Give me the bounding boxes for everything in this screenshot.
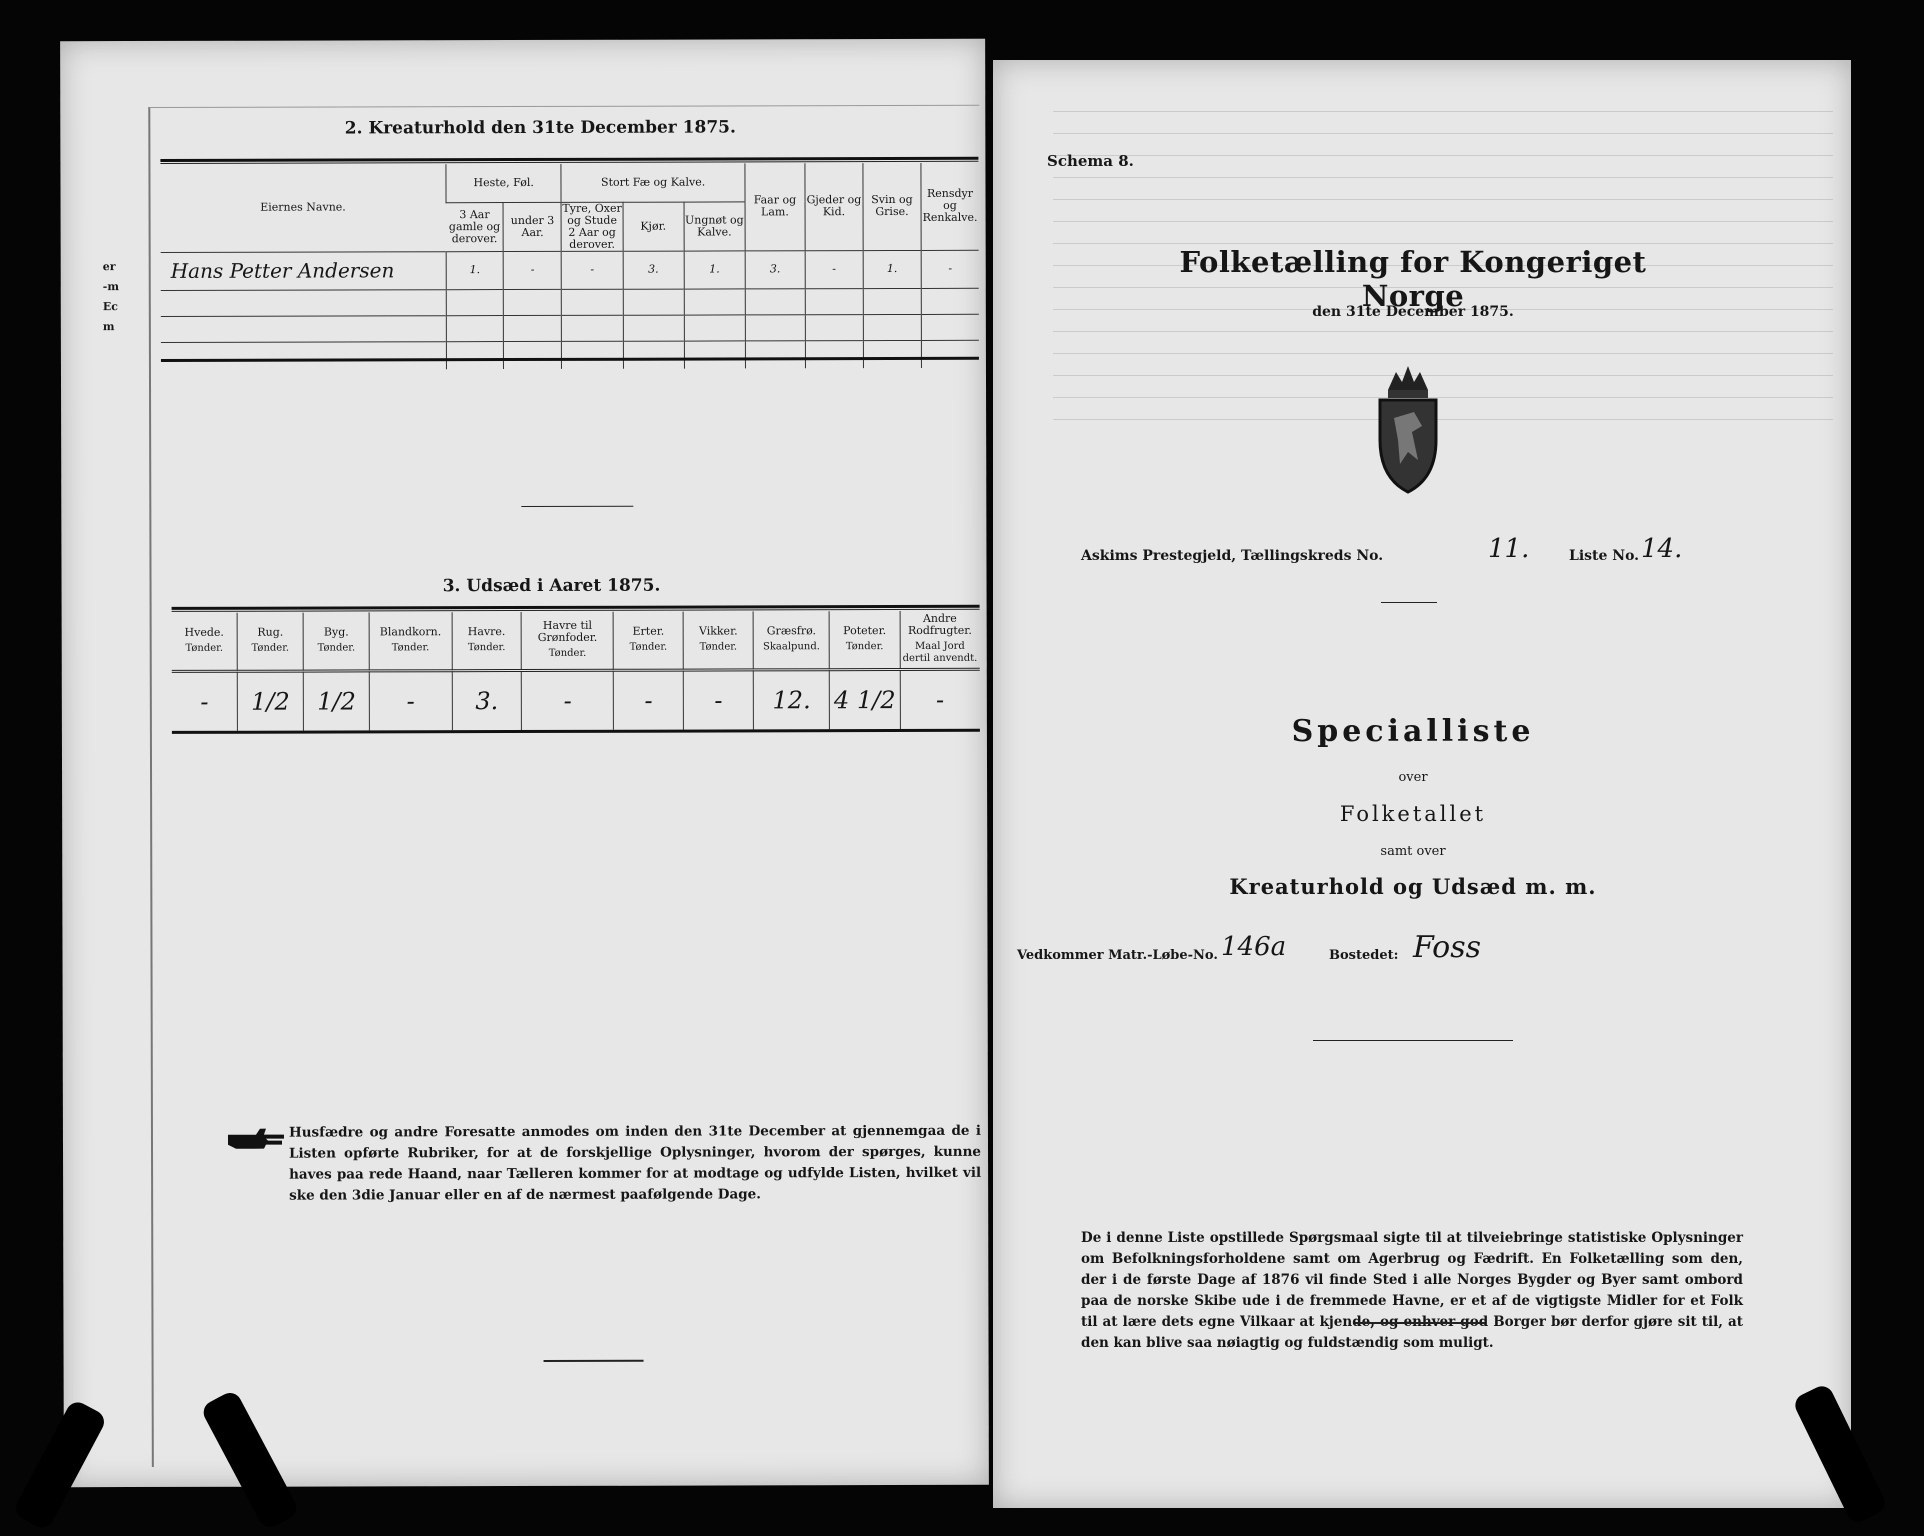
udsaed-header-top: Havre til Grønfoder. xyxy=(537,619,598,645)
udsaed-header xyxy=(613,612,683,670)
over-1: over xyxy=(1398,770,1428,785)
udsaed-value: - xyxy=(522,670,614,730)
table-row xyxy=(161,288,979,316)
rensdyr-value: - xyxy=(921,250,979,288)
margin-letter: -m xyxy=(102,280,119,294)
prestegjeld-line xyxy=(1081,548,1501,564)
udsaed-header-unit: Tønder. xyxy=(317,642,356,654)
stort-fae-header: Stort Fæ og Kalve. xyxy=(561,163,744,201)
udsaed-header-unit: Tønder. xyxy=(629,641,668,653)
section2-title: 2. Kreaturhold den 31te December 1875. xyxy=(344,117,736,139)
gjeder-header: Gjeder og Kid. xyxy=(805,163,863,250)
section3-title: 3. Udsæd i Aaret 1875. xyxy=(442,575,661,597)
kreaturhold-table xyxy=(160,163,979,370)
udsaed-header xyxy=(237,613,303,671)
coat-of-arms-icon xyxy=(1368,360,1448,500)
udsaed-header-unit: Tønder. xyxy=(251,642,290,654)
udsaed-header-top: Havre. xyxy=(467,625,506,639)
udsaed-header-top: Rug. xyxy=(257,625,284,639)
heste-3aar-value: 1. xyxy=(446,251,504,289)
udsaed-header xyxy=(830,611,900,669)
heste-header: Heste, Føl. xyxy=(446,164,562,202)
udsaed-value: - xyxy=(900,669,980,729)
census-date: den 31te December 1875. xyxy=(1312,304,1514,320)
udsaed-header-top: Hvede. xyxy=(184,626,224,640)
margin-letters xyxy=(103,257,119,337)
udsaed-value: 4 1/2 xyxy=(830,669,900,729)
tyre-value: - xyxy=(562,251,623,289)
matr-no: 146a xyxy=(1221,932,1287,962)
udsaed-header xyxy=(303,612,369,670)
divider xyxy=(1381,602,1437,603)
udsaed-value: - xyxy=(369,670,451,730)
right-page xyxy=(993,60,1851,1508)
udsaed-value: - xyxy=(683,669,753,729)
udsaed-value: 1/2 xyxy=(303,670,369,730)
udsaed-header-unit: Tønder. xyxy=(185,643,224,655)
heste-sub-1: 3 Aar gamle og derover. xyxy=(448,207,501,245)
udsaed-value: 12. xyxy=(753,669,830,729)
udsaed-header-unit: Skaalpund. xyxy=(762,641,820,653)
heste-under3-value: - xyxy=(504,251,562,289)
explanation-paragraph: De i denne Liste opstillede Spørgsmaal sigte til at tilveiebringe statistiske Oplysninger om Befolkningsforholdene samt om Agerbrug og Fædrift. En Folketælling som den, der i de første Dage af 1876 vil finde Sted i alle Norges Bygder og Byer samt ombord paa de norske Skibe ude i de fremmede Havne, er et af de vigtigste Midler for et Folk til at lære dets egne Vilkaar at kjende, og enhver god Borger bør derfor gjøre sit til, at den kan blive saa nøiagtig og fuldstændig som muligt. xyxy=(1081,1230,1743,1351)
udsaed-header-unit: Maal Jord dertil anvendt. xyxy=(902,641,978,665)
udsaed-header xyxy=(753,611,829,669)
folketallet: Folketallet xyxy=(1339,802,1487,826)
margin-letter: Ec xyxy=(102,300,118,314)
stort-sub-1: Tyre, Oxer og Stude 2 Aar og derover. xyxy=(562,201,622,251)
svin-header: Svin og Grise. xyxy=(863,163,921,250)
table-row xyxy=(161,340,979,370)
svin-value: 1. xyxy=(863,250,921,288)
pointing-hand-icon xyxy=(226,1127,288,1153)
margin-letter: m xyxy=(102,320,115,334)
bostedet-value: Foss xyxy=(1413,930,1482,965)
faar-value: 3. xyxy=(745,250,805,288)
table-row xyxy=(172,669,980,731)
divider xyxy=(544,1360,644,1362)
ungnot-value: 1. xyxy=(684,250,745,288)
matr-label: Vedkommer Matr.-Løbe-No. xyxy=(1017,948,1218,963)
gjeder-value: - xyxy=(805,250,863,288)
eiernes-navne-header: Eiernes Navne. xyxy=(260,200,346,214)
udsaed-header xyxy=(369,612,451,670)
specialliste-title: Specialliste xyxy=(1291,714,1535,749)
samt-over: samt over xyxy=(1380,844,1446,859)
prestegjeld-print: Prestegjeld, Tællingskreds No. xyxy=(1142,548,1384,564)
udsaed-header xyxy=(900,611,980,669)
instruction-note: Husfædre og andre Foresatte anmodes om inden den 31te December at gjennemgaa de i Listen opførte Rubriker, for at de forskjellige Oplysninger, hvorom der spørges, kunne haves paa rede Haand, naar Tælleren kommer for at modtage og udfylde Listen, hvilket vil ske den 3die Januar eller en af de nærmest paafølgende Dage. xyxy=(288,1122,982,1204)
udsaed-header-unit: Tønder. xyxy=(391,642,430,654)
udsaed-header xyxy=(521,612,613,670)
margin-letter: er xyxy=(102,260,116,274)
liste-no: 14. xyxy=(1641,534,1683,564)
prestegjeld-name: Askims xyxy=(1081,548,1138,564)
table-row xyxy=(161,250,979,290)
kreaturhold-line: Kreaturhold og Udsæd m. m. xyxy=(1229,874,1597,899)
udsaed-value: 1/2 xyxy=(237,671,303,731)
kjor-value: 3. xyxy=(623,251,684,289)
udsaed-header-top: Blandkorn. xyxy=(379,625,442,639)
left-page xyxy=(60,39,989,1487)
owner-name: Hans Petter Andersen xyxy=(170,258,395,283)
faar-header: Faar og Lam. xyxy=(745,163,805,250)
kreds-no: 11. xyxy=(1488,534,1530,564)
liste-label: Liste No. xyxy=(1569,548,1640,564)
heste-sub-2: under 3 Aar. xyxy=(503,202,561,251)
divider xyxy=(1355,1322,1485,1324)
table-row xyxy=(161,314,979,342)
bostedet-label: Bostedet: xyxy=(1329,948,1399,963)
udsaed-header-top: Byg. xyxy=(323,625,349,639)
udsaed-header-unit: Tønder. xyxy=(467,642,506,654)
rensdyr-header: Rensdyr og Renkalve. xyxy=(921,163,979,250)
udsaed-header-top: Græsfrø. xyxy=(766,624,817,638)
stort-sub-3: Ungnøt og Kalve. xyxy=(684,201,745,250)
udsaed-header-top: Andre Rodfrugter. xyxy=(907,612,972,638)
udsaed-header xyxy=(683,611,753,669)
divider xyxy=(1313,1040,1513,1041)
udsaed-header-unit: Tønder. xyxy=(845,641,884,653)
udsaed-table xyxy=(172,611,980,731)
udsaed-header xyxy=(452,612,522,670)
udsaed-header-unit: Tønder. xyxy=(548,648,587,660)
udsaed-header xyxy=(172,613,238,671)
page-title: Folketælling for Kongeriget Norge xyxy=(1179,245,1647,313)
udsaed-value: 3. xyxy=(452,670,522,730)
udsaed-value: - xyxy=(614,670,684,730)
udsaed-header-unit: Tønder. xyxy=(699,641,738,653)
stort-sub-2: Kjør. xyxy=(623,202,684,251)
schema-label: Schema 8. xyxy=(1047,152,1134,170)
udsaed-header-top: Vikker. xyxy=(698,624,738,638)
udsaed-header-top: Poteter. xyxy=(843,624,887,638)
udsaed-value: - xyxy=(200,687,209,716)
udsaed-header-top: Erter. xyxy=(632,624,665,638)
